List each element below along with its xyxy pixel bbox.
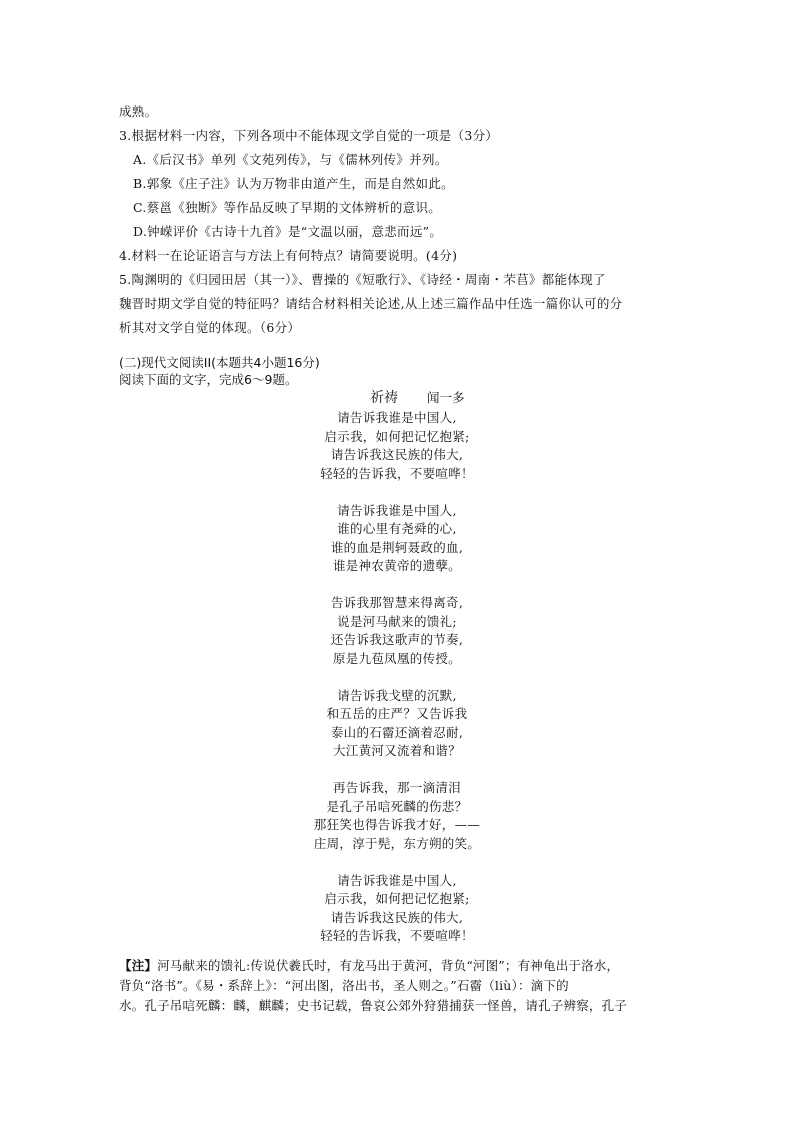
poem-line: 请告诉我这民族的伟大, [330,447,464,462]
poem-line: 谁的心里有尧舜的心, [337,521,457,536]
question-3-option-b: B.郭象《庄子注》认为万物非由道产生，而是自然如此。 [133,176,454,191]
section-instruction: 阅读下面的文字，完成6～9题。 [119,372,298,387]
poem-line: 大江黄河又流着和谐？ [332,743,461,758]
poem-line: 请告诉我谁是中国人, [337,872,457,888]
poem-line: 启示我，如何把记忆抱紧; [324,891,470,906]
question-4: 4.材料一在论证语言与方法上有何特点？请简要说明。(4分) [119,248,458,263]
poem-line: 是孔子吊唁死麟的伤悲？ [326,798,468,814]
question-5-line-2: 魏晋时期文学自觉的特征吗？请结合材料相关论述,从上述三篇作品中任选一篇你认可的分 [119,296,623,311]
poem-line: 轻轻的告诉我，不要喧哗！ [320,928,474,943]
section-heading: (二)现代文阅读II(本题共4小题16分) [119,355,320,370]
poem-line: 再告诉我，那一滴清泪 [332,780,461,795]
note-text-1: 河马献来的馈礼:传说伏羲氏时，有龙马出于黄河，背负“河图”；有神龟出于洛水， [157,958,620,973]
poem-stanza [0,872,794,946]
poem-stanza [0,779,794,853]
poem-line: 还告诉我这歌声的节奏, [330,632,464,647]
question-3-option-c: C.蔡邕《独断》等作品反映了早期的文体辨析的意识。 [133,200,442,215]
poem-title: 祈祷 [370,390,398,406]
poem-line: 庄周，淳于髡，东方朔的笑。 [313,835,481,851]
poem-author: 闻一多 [427,390,465,405]
poem-line: 谁的血是荆轲聂政的血, [330,539,464,555]
poem-line: 请告诉我戈壁的沉默, [337,687,457,703]
poem-stanza [0,502,794,576]
poem-line: 请告诉我谁是中国人, [337,502,457,518]
continuation-line: 成熟。 [119,104,158,119]
note-tag: 【注】 [119,958,158,973]
poem-line: 告诉我那智慧来得离奇, [330,595,464,610]
poem-stanza [0,594,794,668]
poem-line: 和五岳的庄严？又告诉我 [326,706,468,721]
question-5-line-3: 析其对文学自觉的体现。（6分） [119,320,301,335]
poem-stanza [0,409,794,483]
note-line-3: 水。孔子吊唁死麟：麟，麒麟；史书记载，鲁哀公郊外狩猎捕获一怪兽，请孔子辨察，孔子 [119,998,628,1013]
question-3-option-a: A.《后汉书》单列《文苑列传》，与《儒林列传》并列。 [133,152,448,167]
poem-line: 请告诉我谁是中国人, [337,410,457,425]
poem-line: 谁是神农黄帝的遗孽。 [332,558,461,573]
poem-line: 说是河马献来的馈礼; [337,613,457,629]
poem-header [0,388,794,408]
poem-line: 原是九苞凤凰的传授。 [332,650,461,666]
poem-line: 那狂笑也得告诉我才好，—— [313,817,481,832]
poem-line: 请告诉我这民族的伟大, [330,909,464,925]
poem-body [0,409,794,964]
question-5-line-1: 5.陶渊明的《归园田居（其一）》、曹操的《短歌行》、《诗经・周南・芣苢》都能体现了 [119,272,606,287]
question-3-option-d: D.钟嵘评价《古诗十九首》是“文温以丽，意悲而远”。 [133,224,443,239]
poem-line: 启示我，如何把记忆抱紧; [324,428,470,444]
note-line-1 [119,956,689,976]
question-3: 3.根据材料一内容，下列各项中不能体现文学自觉的一项是（3分） [119,128,499,143]
poem-stanza [0,687,794,761]
poem-line: 轻轻的告诉我，不要喧哗！ [320,465,474,481]
poem-line: 泰山的石霤还滴着忍耐, [330,724,464,740]
note-line-2: 背负“洛书”。《易・系辞上》：“河出图，洛出书，圣人则之。”石霤（liù）：滴下的 [119,978,569,993]
